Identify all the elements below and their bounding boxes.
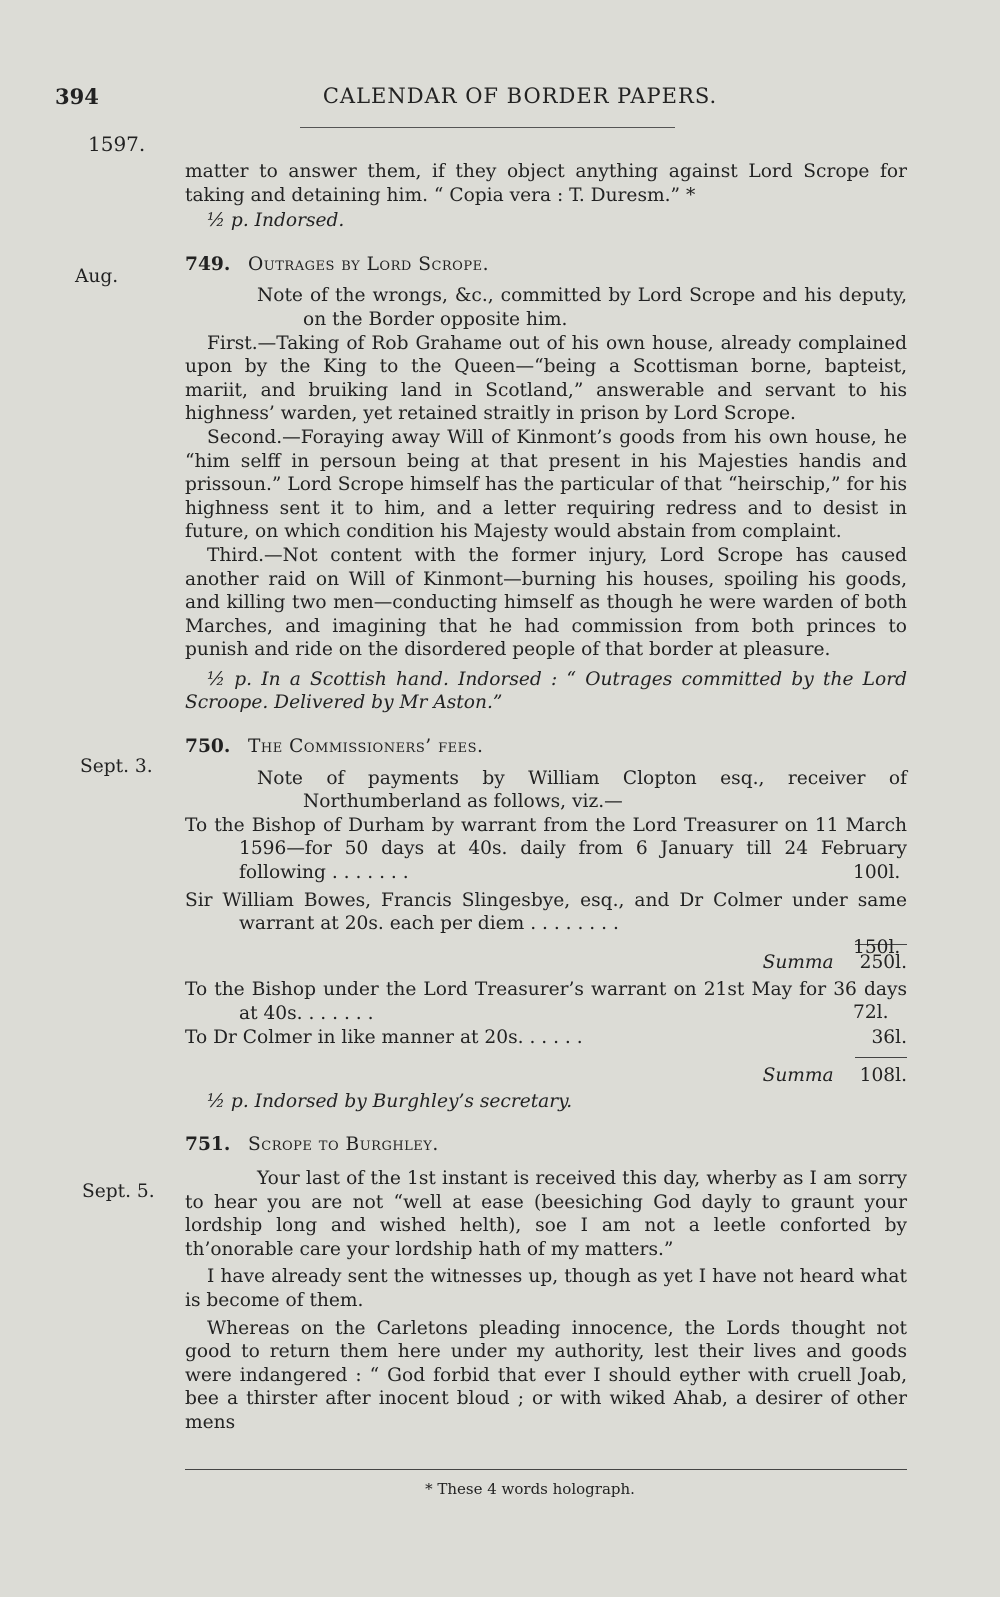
entry-749-intro: Note of the wrongs, &c., committed by Lord Scrope and his deputy, on the Border opposite him. — [257, 285, 907, 330]
entry-751-para-1: Your last of the 1st instant is received this day, wherby as I am sorry to hear you are not “well at ease (beesiching God dayly to graunt your lordship long and wished helth), soe I am not a leetle conforted by th’onorable care your lordship hath of my matters.” — [185, 1167, 907, 1260]
entry-749-title: Outrages by Lord Scrope. — [248, 253, 489, 275]
summa-label-1: Summa — [762, 951, 834, 973]
date-sept-3: Sept. 3. — [80, 756, 153, 777]
footnote-rule — [185, 1469, 907, 1470]
summa-value-1: 250l. — [859, 951, 907, 973]
continued-paragraph: matter to answer them, if they object anything against Lord Scrope for taking and detaining him. “ Copia vera : T. Duresm.” * — [185, 161, 907, 206]
entry-750-title: The Commissioners’ fees. — [248, 736, 484, 758]
account-line-1: 100l. To the Bishop of Durham by warrant from the Lord Treasurer on 11 March 1596—for 50 days at 40s. daily from 6 January till 24 February following . . . . . . . — [185, 814, 907, 884]
entry-749-third: Third.—Not content with the former injury, Lord Scrope has caused another raid on Will of Kinmont—burning his houses, spoiling his goods, and killing two men—conducting himself as though he were warden of both Marches, and imagining that he had commission from both princes to punish and ride on the disordered people of that border at pleasure. — [185, 544, 907, 661]
entry-750-heading — [185, 735, 907, 759]
date-aug: Aug. — [75, 266, 119, 287]
account-line-4 — [185, 1026, 907, 1050]
entry-749-heading — [185, 253, 907, 277]
entry-750-number: 750. — [185, 736, 231, 758]
entry-751-heading — [185, 1133, 907, 1157]
account-line-1-text: To the Bishop of Durham by warrant from the Lord Treasurer on 11 March 1596—for 50 days at 40s. daily from 6 January till 24 February following . . . . . . . — [185, 814, 907, 884]
entry-751-title: Scrope to Burghley. — [248, 1134, 439, 1156]
entry-749-first: First.—Taking of Rob Grahame out of his own house, already complained upon by the King to the Queen—“being a Scottisman borne, bapteist, mariit, and bruiking land in Scotland,” answerable and servant to his highness’ warden, yet retained straitly in prison by Lord Scrope. — [185, 332, 907, 425]
entry-750-intro: Note of payments by William Clopton esq., receiver of Northumberland as follows, viz.— — [257, 767, 907, 813]
account-line-3: 72l. To the Bishop under the Lord Treasurer’s warrant on 21st May for 36 days at 40s. . . . . . . — [185, 979, 907, 1024]
entry-749-second: Second.—Foraying away Will of Kinmont’s goods from his own house, he “him selff in persoun being at that present in his Majesties handis and prissoun.” Lord Scrope himself has the particular of that “heirschip,” for his highness sent it to him, and a letter requiring redress and to desist in future, on which condition his Majesty would abstain from complaint. — [185, 426, 907, 543]
account-line-4-text: To Dr Colmer in like manner at 20s. . . . . . — [185, 1026, 583, 1048]
page-number: 394 — [55, 84, 99, 109]
entry-751-para-3: Whereas on the Carletons pleading innocence, the Lords thought not good to return them here under my authority, lest their lives and goods were indangered : “ God forbid that ever I should eyther with cruell Joab, bee a thirster after inocent bloud ; or with wiked Ahab, a desirer of other mens — [185, 1317, 907, 1433]
summa-row-2 — [185, 1064, 907, 1088]
amount-4: 36l. — [871, 1026, 907, 1048]
date-sept-5: Sept. 5. — [82, 1181, 155, 1202]
entry-749-note: ½ p. In a Scottish hand. Indorsed : “ Outrages committed by the Lord Scroope. Delivered by Mr Aston.” — [185, 668, 907, 714]
account-line-2: 150l. Sir William Bowes, Francis Slingesbye, esq., and Dr Colmer under same warrant at 20s. each per diem . . . . . . . . — [185, 889, 907, 958]
entry-749-number: 749. — [185, 253, 231, 275]
header-rule — [300, 127, 675, 128]
continued-note: ½ p. Indorsed. — [207, 210, 345, 232]
running-title: CALENDAR OF BORDER PAPERS. — [322, 84, 718, 108]
margin-year: 1597. — [88, 132, 146, 156]
summa-label-2: Summa — [762, 1065, 834, 1087]
page-body — [185, 160, 907, 1435]
sum-rule-2 — [855, 1057, 907, 1058]
summa-row-1 — [185, 951, 907, 975]
account-line-3-text: To the Bishop under the Lord Treasurer’s warrant on 21st May for 36 days at 40s. . . . . . . — [185, 979, 907, 1024]
margin-dates — [0, 0, 185, 1597]
account-line-2-text: Sir William Bowes, Francis Slingesbye, esq., and Dr Colmer under same warrant at 20s. each per diem . . . . . . . . — [185, 889, 907, 935]
entry-751-para-2: I have already sent the witnesses up, though as yet I have not heard what is become of them. — [185, 1266, 907, 1311]
entry-751-number: 751. — [185, 1134, 231, 1156]
summa-value-2: 108l. — [859, 1065, 907, 1087]
footnote: * These 4 words holograph. — [425, 1480, 635, 1498]
entry-750-note: ½ p. Indorsed by Burghley’s secretary. — [207, 1090, 573, 1112]
